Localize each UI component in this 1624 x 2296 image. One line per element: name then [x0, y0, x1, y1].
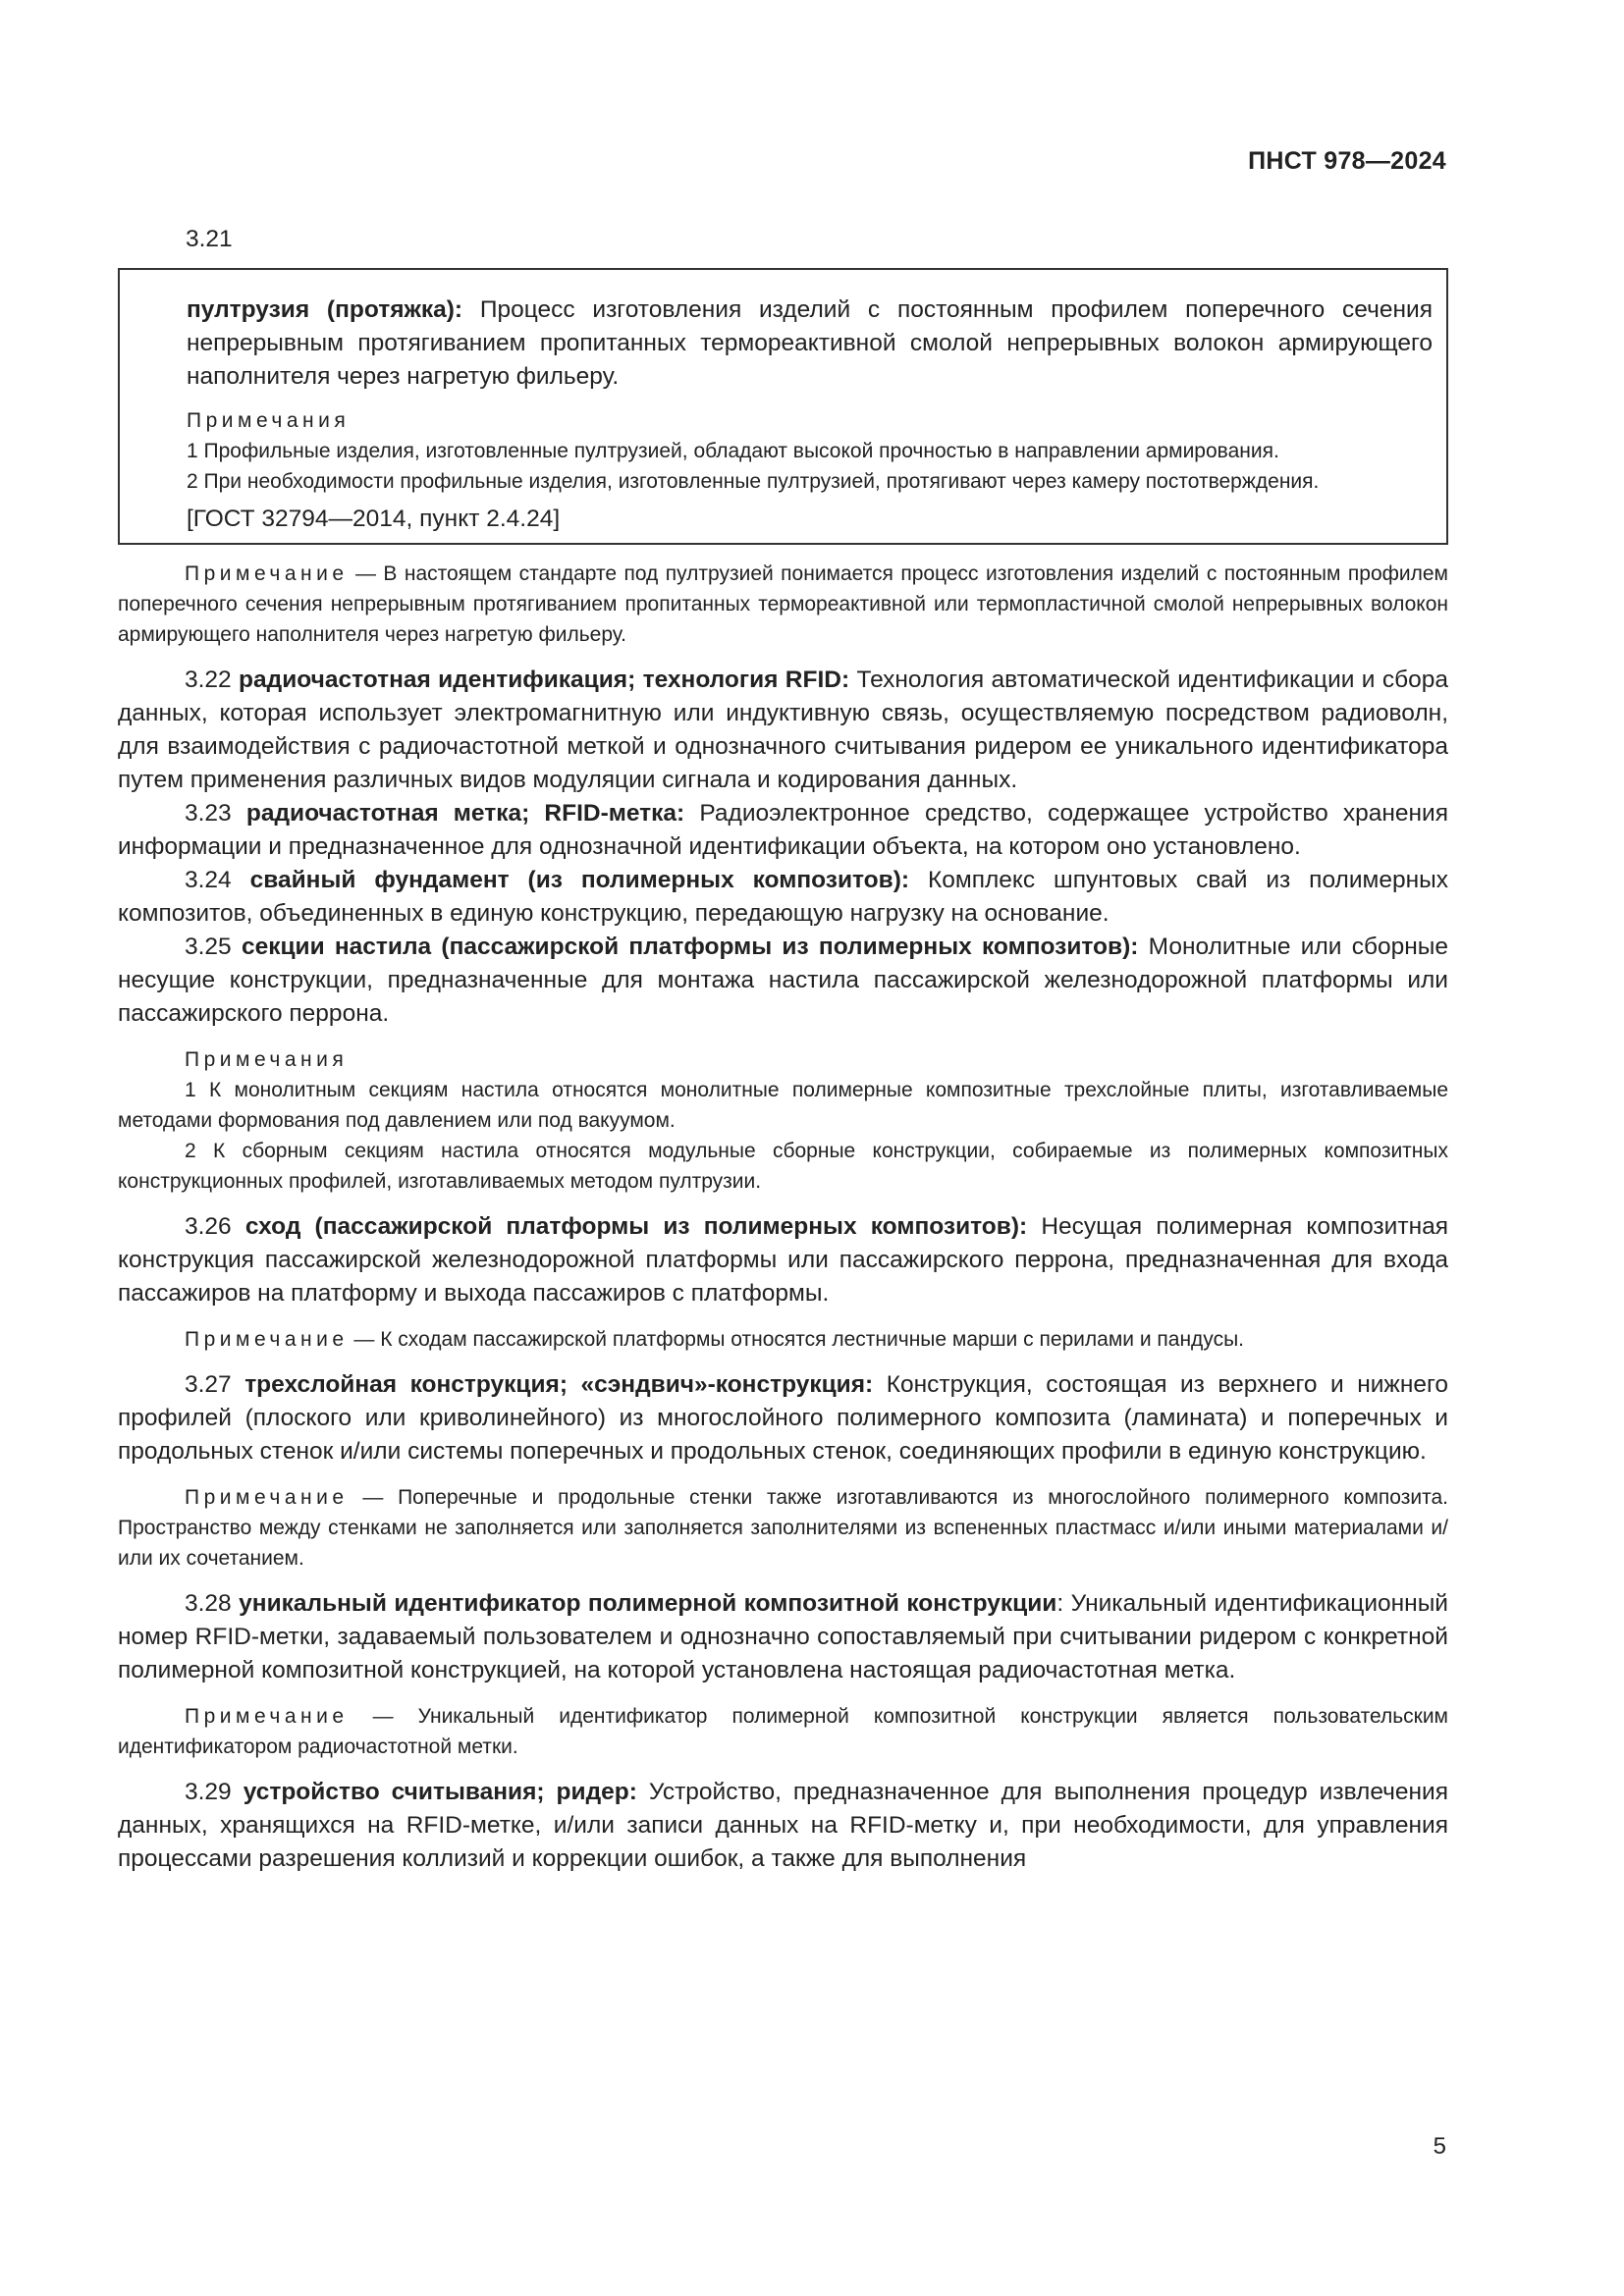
term: устройство считывания; ридер: — [243, 1779, 637, 1805]
entry-number: 3.27 — [185, 1371, 232, 1398]
definition-3-21 — [187, 294, 1433, 394]
term: секции настила (пассажирской платформы из полимерных композитов): — [241, 934, 1139, 960]
entry-3-27 — [118, 1368, 1448, 1468]
note-item: 2 При необходимости профильные изделия, изготовленные пултрузией, протягивают через камеру постотверждения. — [187, 470, 1320, 493]
entry-3-29 — [118, 1776, 1448, 1876]
entry-number: 3.26 — [185, 1213, 232, 1240]
note-text: — Поперечные и продольные стенки также изготавливаются из многослойного полимерного композита. Пространство между стенками не заполняется или заполняется заполнителями из вспененных пластмасс и/или иными материалами и/или их сочетанием. — [118, 1486, 1448, 1570]
entry-3-25 — [118, 931, 1448, 1031]
page-number: 5 — [1433, 2133, 1446, 2160]
term: уникальный идентификатор полимерной композитной конструкции — [239, 1590, 1057, 1617]
quoted-definition-box — [118, 268, 1448, 545]
entry-number: 3.25 — [185, 934, 232, 960]
entry-3-26 — [118, 1210, 1448, 1310]
notes-block-3-25 — [118, 1044, 1448, 1197]
note-3-21 — [118, 559, 1448, 650]
note-text: — К сходам пассажирской платформы относятся лестничные марши с перилами и пандусы. — [348, 1328, 1244, 1351]
entry-3-22 — [118, 664, 1448, 797]
entry-number: 3.23 — [185, 800, 232, 827]
note-label: Примечание — [185, 1328, 349, 1351]
definition-text: : Уникальный идентификационный номер RFID-метки, задаваемый пользователем и однозначно сопоставляемый при считывании ридером с конкретной полимерной композитной конструкцией, на которой установлена настоящая радиочастотная метка. — [118, 1590, 1448, 1683]
entry-number: 3.24 — [185, 867, 232, 893]
notes-title: Примечания — [187, 409, 351, 432]
definition-text: Комплекс шпунтовых свай из полимерных композитов, объединенных в единую конструкцию, передающую нагрузку на основание. — [118, 867, 1448, 927]
note-text: — В настоящем стандарте под пултрузией понимается процесс изготовления изделий с постоянным профилем поперечного сечения непрерывным протягиванием пропитанных термореактивной или термопластичной смолой непрерывных волокон армирующего наполнителя через нагретую фильеру. — [118, 562, 1448, 646]
document-code: ПНСТ 978—2024 — [1248, 147, 1446, 175]
note-3-28 — [118, 1701, 1448, 1762]
entry-number-3-21: 3.21 — [186, 226, 233, 252]
definition-text: Конструкция, состоящая из верхнего и нижнего профилей (плоского или криволинейного) из многослойного полимерного композита (ламината) и поперечных и продольных стенок и/или системы поперечных и продольных стенок, соединяющих профили в единую конструкцию. — [118, 1371, 1448, 1465]
term: пултрузия (протяжка): — [187, 296, 463, 323]
entry-number: 3.28 — [185, 1590, 232, 1617]
entry-3-24 — [118, 864, 1448, 931]
entry-number: 3.29 — [185, 1779, 232, 1805]
term: сход (пассажирской платформы из полимерных композитов): — [244, 1213, 1028, 1240]
page-content — [118, 223, 1448, 1876]
note-3-26 — [118, 1324, 1448, 1355]
notes-block — [187, 405, 1433, 497]
source-reference: [ГОСТ 32794—2014, пункт 2.4.24] — [187, 506, 561, 532]
entry-3-28 — [118, 1587, 1448, 1687]
definition-text: Несущая полимерная композитная конструкция пассажирской железнодорожной платформы или пассажирского перрона, предназначенная для входа пассажиров на платформу и выхода пассажиров с платформы. — [118, 1213, 1448, 1307]
term: трехслойная конструкция; «сэндвич»-конструкция: — [244, 1371, 874, 1398]
note-label: Примечание — [185, 562, 349, 585]
note-item: 1 К монолитным секциям настила относятся монолитные полимерные композитные трехслойные плиты, изготавливаемые методами формования под давлением или под вакуумом. — [118, 1079, 1448, 1132]
entry-3-23 — [118, 797, 1448, 864]
term: радиочастотная метка; RFID-метка: — [245, 800, 685, 827]
note-item: 1 Профильные изделия, изготовленные пултрузией, обладают высокой прочностью в направлении армирования. — [187, 440, 1279, 462]
note-label: Примечание — [185, 1486, 349, 1509]
note-text: — Уникальный идентификатор полимерной композитной конструкции является пользовательским идентификатором радиочастотной метки. — [118, 1705, 1448, 1758]
entry-number: 3.22 — [185, 667, 232, 693]
term: свайный фундамент (из полимерных композитов): — [249, 867, 910, 893]
note-3-27 — [118, 1482, 1448, 1574]
definition-text: Устройство, предназначенное для выполнения процедур извлечения данных, хранящихся на RFID-метке, и/или записи данных на RFID-метку и, при необходимости, для управления процессами разрешения коллизий и коррекции ошибок, а также для выполнения — [118, 1779, 1448, 1872]
definition-text: Радиоэлектронное средство, содержащее устройство хранения информации и предназначенное для однозначной идентификации объекта, на котором оно установлено. — [118, 800, 1448, 860]
term: радиочастотная идентификация; технология RFID: — [239, 667, 850, 693]
definition-text: Технология автоматической идентификации и сбора данных, которая использует электромагнитную или индуктивную связь, осуществляемую посредством радиоволн, для взаимодействия с радиочастотной меткой и однозначного считывания ридером ее уникального идентификатора путем применения различных видов модуляции сигнала и кодирования данных. — [118, 667, 1448, 793]
notes-title: Примечания — [185, 1048, 349, 1071]
definition-text: Процесс изготовления изделий с постоянным профилем поперечного сечения непрерывным протягиванием пропитанных термореактивной смолой непрерывных волокон армирующего наполнителя через нагретую фильеру. — [187, 296, 1433, 390]
note-item: 2 К сборным секциям настила относятся модульные сборные конструкции, собираемые из полимерных композитных конструкционных профилей, изготавливаемых методом пултрузии. — [118, 1140, 1448, 1193]
note-label: Примечание — [185, 1705, 349, 1728]
definition-text: Монолитные или сборные несущие конструкции, предназначенные для монтажа настила пассажирской железнодорожной платформы или пассажирского перрона. — [118, 934, 1449, 1027]
